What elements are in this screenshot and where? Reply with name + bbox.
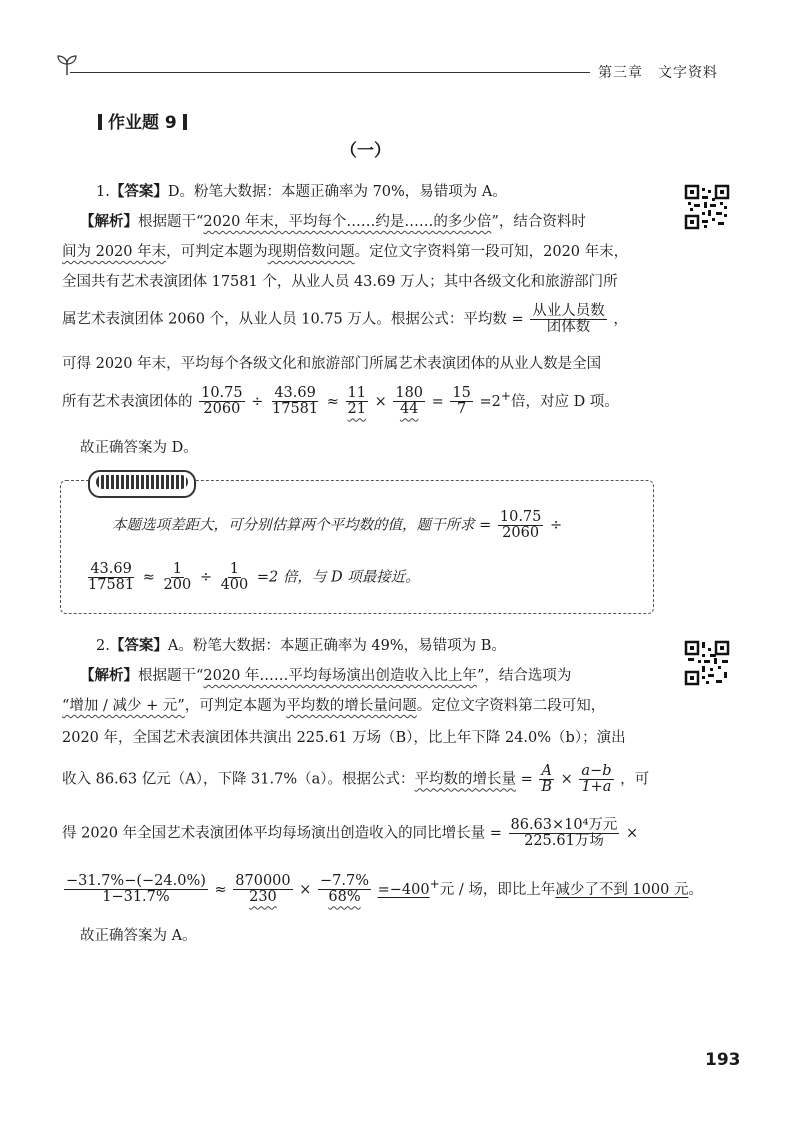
- chapter-title: 第三章 文字资料: [598, 65, 718, 81]
- q1-formula-line: 所有艺术表演团体的 $\frac{10.75}{2060}$ ÷ $\frac{43.69}{17581}$ ≈ $\frac{11}{21}$ × $\frac{180}{44}$ = $\frac{15}{7}$ =2+倍，对应 D 项。: [62, 385, 619, 418]
- q2-analysis-line4: 收入 86.63 亿元（A），下降 31.7%（a）。根据公式：平均数的增长量 = $\frac{A}{B}$ × $\frac{a-b}{1+a}$ ，可: [62, 763, 650, 796]
- q1-answer-line: 1.【答案】D。粉笔大数据：本题正确率为 70%，易错项为 A。: [96, 184, 507, 200]
- q1-analysis-line4: 属艺术表演团体 2060 个，从业人员 10.75 万人。根据公式：平均数 = $\frac{\text{从业人员数}}{\text{团体数}}$ ，: [62, 303, 628, 336]
- fraction: $\frac{15}{7}$: [452, 385, 471, 418]
- fraction: $\frac{870000}{230}$: [235, 873, 291, 906]
- q1-analysis-line1: 【解析】根据题干“2020 年末，平均每个……约是……的多少倍”，结合资料时: [80, 214, 586, 230]
- q2-conclusion: 故正确答案为 A。: [80, 928, 197, 944]
- q2-analysis-line1: 【解析】根据题干“2020 年……平均每场演出创造收入比上年”，结合选项为: [80, 668, 572, 684]
- q2-analysis-line3: 2020 年，全国艺术表演团体共演出 225.61 万场（B），比上年下降 24.0%（b）；演出: [62, 730, 626, 746]
- tip-badge: [88, 470, 196, 498]
- fraction: $\frac{-7.7\%}{68\%}$: [320, 873, 369, 906]
- fraction: $\frac{11}{21}$: [347, 385, 366, 418]
- q2-formula-line: $\frac{-31.7\%-(-24.0\%)}{1-31.7\%}$ ≈ $\frac{870000}{230}$ × $\frac{-7.7\%}{68\%}$ =−400+元 / 场，即比上年减少了不到 1000 元。: [66, 873, 703, 906]
- tip-line2: $\frac{43.69}{17581}$ ≈ $\frac{1}{200}$ ÷ $\frac{1}{400}$ =2 倍，与 D 项最接近。: [88, 561, 420, 594]
- fraction: $\frac{-31.7\%-(-24.0\%)}{1-31.7\%}$: [66, 873, 206, 906]
- q2-analysis-line5: 得 2020 年全国艺术表演团体平均每场演出创造收入的同比增长量 = $\frac{\text{86.63×10⁴万元}}{\text{225.61万场}}$ ×: [62, 817, 639, 850]
- q2-answer-line: 2.【答案】A。粉笔大数据：本题正确率为 49%，易错项为 B。: [96, 638, 506, 654]
- page-number: 193: [705, 1050, 741, 1070]
- q1-analysis-line3: 全国共有艺术表演团体 17581 个，从业人员 43.69 万人；其中各级文化和旅游部门所: [62, 274, 618, 290]
- homework-title: 作业题 9: [92, 108, 193, 133]
- tip-line1: 本题选项差距大，可分别估算两个平均数的值，题干所求 = $\frac{10.75}{2060}$ ÷: [112, 509, 563, 542]
- fraction: $\frac{180}{44}$: [395, 385, 424, 418]
- qr-code-icon[interactable]: [684, 184, 730, 230]
- q2-analysis-line2: “增加 / 减少 + 元”，可判定本题为平均数的增长量问题。定位文字资料第二段可知，: [62, 698, 606, 714]
- q1-analysis-line2: 间为 2020 年末，可判定本题为现期倍数问题。定位文字资料第一段可知，2020 年末，: [62, 244, 629, 260]
- fraction: $\frac{10.75}{2060}$: [201, 385, 243, 418]
- header-rule: [70, 72, 590, 73]
- fraction: $\frac{43.69}{17581}$: [272, 385, 319, 418]
- qr-code-icon[interactable]: [684, 640, 730, 686]
- section-label: （一）: [340, 141, 391, 161]
- tip-box: [60, 480, 654, 614]
- q1-conclusion: 故正确答案为 D。: [80, 440, 198, 456]
- q1-analysis-line5: 可得 2020 年末，平均每个各级文化和旅游部门所属艺术表演团体的从业人数是全国: [62, 356, 602, 372]
